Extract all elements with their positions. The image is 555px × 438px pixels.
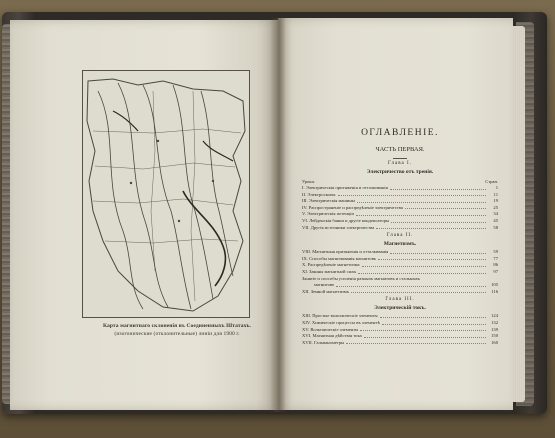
toc-entry-num: X. (302, 262, 307, 268)
toc-entry-page: 58 (493, 224, 498, 230)
book-gutter (270, 18, 286, 412)
map-illustration (82, 70, 250, 318)
toc-entry-page: 19 (493, 198, 498, 204)
toc-entry-title: Распространеніе и распредѣленіе электричества (308, 204, 403, 210)
toc-entry-page: 160 (491, 339, 498, 345)
toc-entry-title: Распредѣленіе магнетизма (307, 262, 360, 268)
toc-entry (300, 218, 500, 225)
map-caption-title: Карта магнитнаго склоненія въ Соединенныхъ Штатахъ. (102, 323, 252, 329)
toc-section-heading: Электричество отъ тренія. (366, 169, 434, 175)
toc-entry-num: V. (302, 211, 306, 217)
toc-entry-title: Вольтаическіе элементы (310, 326, 359, 332)
toc-col-lessons: Уроки. (302, 179, 316, 184)
toc-entry (300, 289, 500, 296)
toc-leader (338, 192, 486, 197)
toc-entry (300, 313, 500, 320)
map-caption (82, 322, 272, 338)
toc-leader (391, 218, 486, 223)
toc-entry (300, 249, 500, 256)
toc-entry (300, 333, 500, 340)
toc-entry-title: Занятіе и способы усиленія разныхъ магнитовъ и стальныхъ (302, 275, 421, 281)
toc-entry-page: 139 (491, 326, 498, 332)
toc-entry-page: 25 (493, 204, 498, 210)
toc-entry-page: 86 (493, 262, 498, 268)
toc-entry-num: XIII. (302, 313, 312, 319)
toc-entry-title: Лейденскія банки и другіе конденсаторы (309, 217, 390, 223)
toc-entry (300, 282, 500, 289)
toc-entry-page: 105 (491, 282, 498, 288)
toc-leader (346, 340, 486, 345)
toc-leader (360, 327, 486, 332)
toc-entry (300, 225, 500, 232)
toc-entry-page: 124 (491, 313, 498, 319)
toc-entry-num: XI. (302, 268, 308, 274)
toc-entry-title: Земной магнетизмъ (310, 288, 350, 294)
toc-entry-title: Химическіе процессы въ элементѣ (311, 319, 380, 325)
toc-divider (393, 158, 407, 159)
toc-chapter-block (300, 297, 500, 346)
table-of-contents (300, 118, 500, 346)
toc-entry-title: Магнитная дѣйствія тока (312, 333, 362, 339)
toc-entry-num: VI. (302, 217, 308, 223)
toc-entry-title: Электрическія притяженія и отталкиванія (305, 185, 388, 190)
toc-entry-num: III. (302, 198, 308, 204)
toc-leader (390, 249, 486, 254)
toc-entry-num: IX. (302, 255, 308, 261)
toc-entry-page: 97 (493, 268, 498, 274)
toc-entry (300, 198, 500, 205)
toc-entry (300, 192, 500, 199)
toc-entry-page: 116 (491, 288, 498, 294)
toc-entry (300, 211, 500, 218)
toc-leader (378, 256, 486, 261)
toc-entry (300, 320, 500, 327)
toc-chapter-block (300, 161, 500, 231)
toc-entry-num: I. (302, 185, 305, 190)
toc-chapter-heading: Глава I. (388, 161, 412, 166)
toc-title: ОГЛАВЛЕНІЕ. (361, 128, 439, 138)
toc-entry-title: Электрическія потенціи (307, 211, 354, 217)
toc-entry-num: XII. (302, 288, 310, 294)
toc-entry-page: 77 (493, 255, 498, 261)
toc-entry (300, 262, 500, 269)
toc-entry-title: Законы магнитной силы (309, 268, 357, 274)
toc-chapter-heading: Глава II. (386, 233, 414, 239)
toc-chapter-heading: Глава III. (385, 297, 415, 303)
toc-leader (405, 205, 486, 210)
toc-entry-page: 11 (493, 191, 498, 197)
toc-entry-num: II. (302, 191, 307, 197)
toc-chapter-block (300, 233, 500, 295)
toc-leader (376, 225, 486, 230)
toc-part-heading: ЧАСТЬ ПЕРВАЯ. (375, 146, 425, 153)
toc-entry-page: 150 (491, 333, 498, 339)
toc-entry-page: 34 (493, 211, 498, 217)
toc-leader (336, 282, 486, 287)
toc-entry-title: Простые вольтаическіе элементы (312, 313, 378, 319)
toc-entry-num: IV. (302, 204, 308, 210)
toc-entry (300, 256, 500, 263)
toc-entry-title: Магнитныя притяженія и отталкиванія (312, 249, 389, 255)
toc-entry-num: XVII. (302, 339, 313, 345)
toc-entry-num: XIV. (302, 319, 311, 325)
toc-leader (358, 269, 486, 274)
map-drawing (83, 71, 249, 317)
toc-entry (300, 185, 500, 192)
toc-leader (356, 211, 486, 216)
toc-leader (380, 313, 486, 318)
toc-col-pages: Стран. (485, 179, 498, 184)
toc-section-heading: Магнетизмъ. (383, 241, 417, 248)
toc-leader (364, 333, 486, 338)
toc-entry (300, 327, 500, 334)
toc-entry-num: XV. (302, 326, 310, 332)
toc-entry-num: VIII. (302, 249, 312, 255)
toc-leader (382, 320, 486, 325)
toc-entry (300, 340, 500, 347)
toc-entry-page: 1 (495, 185, 498, 190)
toc-entry-title: магнитовъ (314, 282, 335, 288)
toc-entry-title: Электроскопы (307, 191, 336, 197)
toc-entry-num: XVI. (302, 333, 312, 339)
toc-leader (362, 262, 486, 267)
toc-entry-num: VII. (302, 224, 310, 230)
toc-leader (351, 289, 486, 294)
toc-entry-title: Способы магничиванія магнитовъ (309, 255, 377, 261)
toc-entry-page (420, 276, 430, 283)
toc-entry-page: 45 (493, 217, 498, 223)
toc-entry-page: 132 (491, 319, 498, 325)
toc-section-heading: Электрическій токъ. (374, 305, 426, 312)
toc-entry (300, 276, 500, 283)
toc-entry-title: Гальванометры (314, 339, 345, 345)
toc-entry-page: 59 (493, 249, 498, 255)
toc-entry (300, 205, 500, 212)
toc-entry-title: Другія источники электричества (310, 224, 375, 230)
map-caption-subtitle: (изогонические (отклонительные) линіи для 1900 г. (114, 331, 240, 337)
toc-leader (390, 185, 486, 190)
toc-entry-title: Электрическія машины (308, 198, 355, 204)
toc-entry (300, 269, 500, 276)
toc-leader (357, 198, 486, 203)
